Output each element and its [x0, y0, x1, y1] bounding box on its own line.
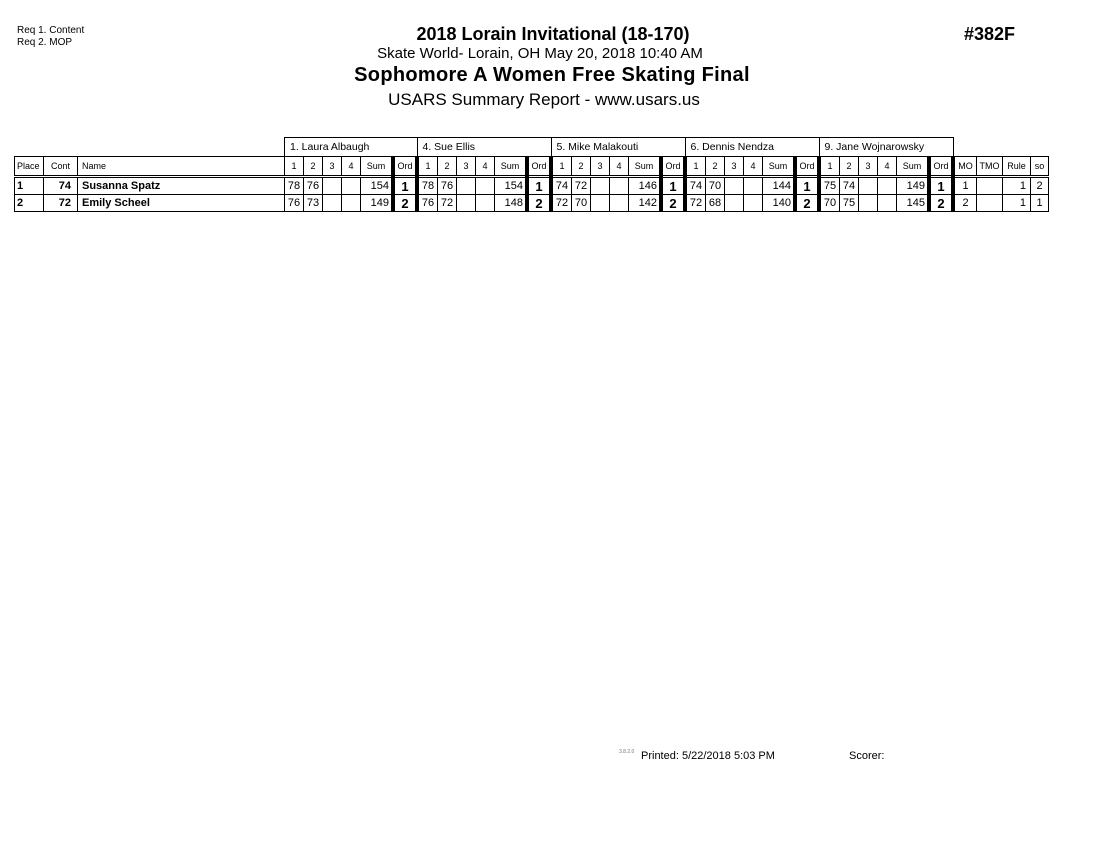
score-cell: 75	[819, 177, 840, 195]
col-cont: Cont	[44, 157, 78, 177]
col-sum: Sum	[897, 157, 930, 177]
score-cell: 74	[551, 177, 572, 195]
score-cell	[610, 177, 629, 195]
col-score-2: 2	[304, 157, 323, 177]
score-cell	[859, 177, 878, 195]
score-cell: 72	[572, 177, 591, 195]
ordinal-cell: 1	[795, 177, 819, 195]
skater-name-cell: Susanna Spatz	[78, 177, 285, 195]
contestant-number-cell: 74	[44, 177, 78, 195]
sum-cell: 149	[361, 195, 394, 212]
scorer-label: Scorer:	[849, 750, 885, 762]
score-cell	[457, 177, 476, 195]
score-cell	[725, 177, 744, 195]
score-cell: 68	[706, 195, 725, 212]
sum-cell: 146	[629, 177, 662, 195]
sum-cell: 140	[763, 195, 796, 212]
score-cell	[323, 195, 342, 212]
col-score-3: 3	[457, 157, 476, 177]
score-cell	[859, 195, 878, 212]
column-header-row	[15, 157, 1049, 177]
col-sum: Sum	[629, 157, 662, 177]
judge-4-name: 6. Dennis Nendza	[685, 138, 819, 157]
judge-header-row	[15, 138, 1049, 157]
ordinal-cell: 2	[527, 195, 551, 212]
score-cell	[342, 177, 361, 195]
event-number: #382F	[964, 24, 1016, 44]
requirement-2: Req 2. MOP	[17, 37, 73, 48]
sum-cell: 154	[495, 177, 528, 195]
col-score-4: 4	[342, 157, 361, 177]
col-score-2: 2	[572, 157, 591, 177]
col-score-1: 1	[685, 157, 706, 177]
blank-cell	[15, 138, 285, 157]
ordinal-cell: 2	[661, 195, 685, 212]
sum-cell: 149	[897, 177, 930, 195]
col-so: so	[1031, 157, 1049, 177]
col-score-4: 4	[744, 157, 763, 177]
col-score-3: 3	[725, 157, 744, 177]
event-title-text: Sophomore A Women Free Skating Final	[354, 64, 750, 86]
col-sum: Sum	[361, 157, 394, 177]
sum-cell: 148	[495, 195, 528, 212]
judge-2-name: 4. Sue Ellis	[417, 138, 551, 157]
score-cell: 72	[438, 195, 457, 212]
competition-title-text: 2018 Lorain Invitational (18-170)	[416, 24, 690, 44]
col-score-4: 4	[878, 157, 897, 177]
col-score-3: 3	[859, 157, 878, 177]
table-row	[15, 195, 1049, 212]
col-score-2: 2	[706, 157, 725, 177]
judge-1-name: 1. Laura Albaugh	[285, 138, 418, 157]
score-cell: 76	[285, 195, 304, 212]
place-cell: 2	[15, 195, 44, 212]
so-cell: 2	[1031, 177, 1049, 195]
report-title	[0, 90, 1100, 110]
so-cell: 1	[1031, 195, 1049, 212]
score-cell	[591, 177, 610, 195]
score-cell: 72	[551, 195, 572, 212]
contestant-number-cell: 72	[44, 195, 78, 212]
score-cell	[476, 195, 495, 212]
col-sum: Sum	[495, 157, 528, 177]
mo-cell: 1	[953, 177, 977, 195]
skater-name-cell: Emily Scheel	[78, 195, 285, 212]
score-cell: 76	[417, 195, 438, 212]
sum-cell: 142	[629, 195, 662, 212]
score-cell	[591, 195, 610, 212]
col-rule: Rule	[1003, 157, 1031, 177]
tmo-cell	[977, 177, 1003, 195]
score-cell: 75	[840, 195, 859, 212]
requirement-1: Req 1. Content	[17, 25, 85, 36]
ordinal-cell: 1	[929, 177, 953, 195]
col-score-2: 2	[438, 157, 457, 177]
judge-5-name: 9. Jane Wojnarowsky	[819, 138, 953, 157]
score-cell: 70	[819, 195, 840, 212]
score-cell: 74	[840, 177, 859, 195]
col-score-1: 1	[551, 157, 572, 177]
col-ord: Ord	[527, 157, 551, 177]
software-version: 3.8.2.0	[619, 749, 635, 755]
col-tmo: TMO	[977, 157, 1003, 177]
score-cell	[878, 177, 897, 195]
score-cell	[744, 177, 763, 195]
ordinal-cell: 1	[527, 177, 551, 195]
score-cell: 76	[304, 177, 323, 195]
event-title	[0, 64, 1100, 87]
col-score-1: 1	[819, 157, 840, 177]
location-date-text: Skate World- Lorain, OH May 20, 2018 10:40 AM	[377, 45, 703, 62]
score-cell: 78	[285, 177, 304, 195]
score-cell: 70	[572, 195, 591, 212]
rule-cell: 1	[1003, 177, 1031, 195]
col-ord: Ord	[929, 157, 953, 177]
ordinal-cell: 1	[393, 177, 417, 195]
col-score-3: 3	[323, 157, 342, 177]
table-row	[15, 177, 1049, 195]
score-cell	[610, 195, 629, 212]
score-cell: 72	[685, 195, 706, 212]
col-mo: MO	[953, 157, 977, 177]
place-cell: 1	[15, 177, 44, 195]
col-score-4: 4	[476, 157, 495, 177]
judge-3-name: 5. Mike Malakouti	[551, 138, 685, 157]
score-cell: 73	[304, 195, 323, 212]
score-cell: 74	[685, 177, 706, 195]
col-score-2: 2	[840, 157, 859, 177]
col-place: Place	[15, 157, 44, 177]
report-title-text: USARS Summary Report - www.usars.us	[388, 90, 700, 109]
col-ord: Ord	[795, 157, 819, 177]
ordinal-cell: 2	[393, 195, 417, 212]
blank-cell	[953, 138, 1049, 157]
sum-cell: 145	[897, 195, 930, 212]
col-score-3: 3	[591, 157, 610, 177]
col-score-1: 1	[417, 157, 438, 177]
score-cell	[725, 195, 744, 212]
col-sum: Sum	[763, 157, 796, 177]
sum-cell: 144	[763, 177, 796, 195]
sum-cell: 154	[361, 177, 394, 195]
col-ord: Ord	[661, 157, 685, 177]
location-date	[0, 45, 1100, 62]
ordinal-cell: 2	[795, 195, 819, 212]
results-table	[14, 137, 1049, 212]
col-score-1: 1	[285, 157, 304, 177]
mo-cell: 2	[953, 195, 977, 212]
rule-cell: 1	[1003, 195, 1031, 212]
score-cell: 70	[706, 177, 725, 195]
ordinal-cell: 1	[661, 177, 685, 195]
col-name: Name	[78, 157, 285, 177]
printed-timestamp: Printed: 5/22/2018 5:03 PM	[641, 750, 775, 762]
col-score-4: 4	[610, 157, 629, 177]
score-cell: 78	[417, 177, 438, 195]
competition-title	[0, 24, 1100, 45]
score-cell	[744, 195, 763, 212]
score-cell: 76	[438, 177, 457, 195]
ordinal-cell: 2	[929, 195, 953, 212]
score-cell	[342, 195, 361, 212]
score-cell	[457, 195, 476, 212]
score-cell	[323, 177, 342, 195]
score-cell	[476, 177, 495, 195]
tmo-cell	[977, 195, 1003, 212]
col-ord: Ord	[393, 157, 417, 177]
score-cell	[878, 195, 897, 212]
